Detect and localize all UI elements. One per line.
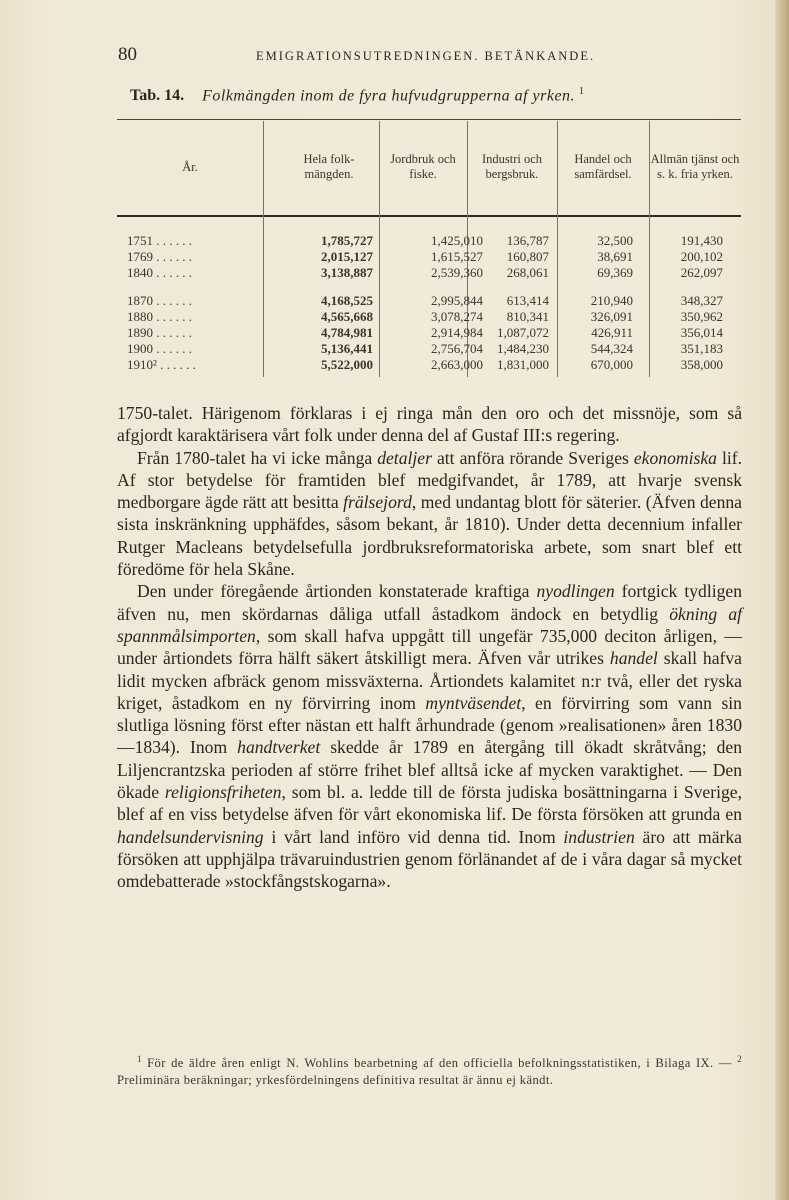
cell-year: 1910² . . . . . .: [127, 357, 196, 372]
cell-trade: 544,324: [590, 341, 633, 356]
cell-year: 1880 . . . . . .: [127, 309, 192, 324]
cell-total: 5,136,441: [321, 341, 373, 356]
cell-year: 1769 . . . . . .: [127, 249, 192, 264]
table-row: [117, 341, 741, 357]
footnotes: [117, 1051, 742, 1088]
cell-trade: 32,500: [597, 233, 633, 248]
footnote-paragraph: [117, 1051, 742, 1088]
cell-public-service: 350,962: [680, 309, 723, 324]
table-row: [117, 265, 741, 281]
population-table: [117, 119, 741, 377]
running-title: EMIGRATIONSUTREDNINGEN. BETÄNKANDE.: [256, 49, 596, 63]
emphasis: frälsejord: [343, 492, 412, 513]
cell-agriculture: 2,995,844: [431, 293, 483, 308]
emphasis: ökning af spannmålsimporten: [117, 603, 743, 646]
table-row: [117, 309, 741, 325]
cell-public-service: 191,430: [680, 233, 723, 248]
cell-trade: 426,911: [591, 325, 633, 340]
emphasis: handtverket: [237, 737, 321, 758]
emphasis: industrien: [563, 826, 635, 847]
cell-total: 4,168,525: [321, 293, 373, 308]
cell-public-service: 200,102: [680, 249, 723, 264]
text-run: , som bl. a. ledde till de första judiska bosättningarna i Sverige, blef af en viss betydelse äfven för vårt ekonomiska lif. De första försöken att grunda en: [117, 782, 742, 825]
cell-agriculture: 3,078,274: [431, 309, 483, 324]
text-run: äro att märka försöken att upphjälpa trävaruindustrien genom förlänandet af de i våra dagar så mycket omdebatterade »stockfångstskogarna».: [117, 826, 742, 892]
paragraph: [117, 447, 742, 581]
page-edge: [775, 0, 789, 1200]
table-caption: [130, 86, 730, 105]
cell-industry: 810,341: [506, 309, 549, 324]
footnote-text: Preliminära beräkningar; yrkesfördelningens definitiva resultat är ännu ej kändt.: [117, 1072, 554, 1087]
cell-public-service: 358,000: [680, 357, 723, 372]
cell-agriculture: 1,615,527: [431, 249, 483, 264]
cell-total: 3,138,887: [321, 265, 373, 280]
text-run: fortgick tydligen äfven nu, men skördarnas dåliga utfall åstadkom ändock en betydlig: [117, 581, 742, 624]
emphasis: ekonomiska: [633, 447, 717, 468]
paragraph: [117, 580, 742, 892]
text-run: Från 1780-talet ha vi icke många: [137, 447, 378, 468]
cell-industry: 160,807: [506, 249, 549, 264]
cell-industry: 268,061: [506, 265, 549, 280]
cell-agriculture: 2,914,984: [431, 325, 483, 340]
table-label: Tab. 14.: [130, 87, 185, 105]
text-run: skedde år 1789 en återgång till ökadt skråtvång; den Liljencrantzska perioden af större frihet blef alltså icke af mycken varaktighet. — Den ökade: [117, 737, 742, 803]
cell-industry: 613,414: [506, 293, 549, 308]
text-run: , en förvirring som vann sin slutliga lösning först efter nästan ett halft århundrade (genom »realisationen» åren 1830—1834). Inom: [117, 692, 742, 758]
cell-agriculture: 2,663,000: [431, 357, 483, 372]
table-title: Folkmängden inom de fyra hufvudgrupperna af yrken.: [202, 87, 576, 105]
emphasis: religionsfriheten: [164, 782, 282, 803]
emphasis: handelsundervisning: [117, 826, 264, 847]
text-run: , med undantag blott för säterier. (Äfven denna sista inskränkning upphäfdes, såsom bekant, år 1810). Under detta decennium infaller Rutger Macleans betydelsefulla jordbruksreformatoriska arbete, som snart blef ett föredöme för hela Skåne.: [117, 492, 742, 580]
cell-year: 1751 . . . . . .: [127, 233, 192, 248]
text-run: Den under föregående årtionden konstaterade kraftiga: [137, 581, 537, 602]
header-agriculture: Jordbruk och fiske.: [390, 152, 456, 181]
body-text: [117, 402, 742, 893]
emphasis: myntväsendet: [425, 692, 522, 713]
footnote-mark: 1: [137, 1054, 142, 1064]
cell-public-service: 348,327: [680, 293, 723, 308]
emphasis: handel: [609, 648, 658, 669]
paragraph: 1750-talet. Härigenom förklaras i ej ringa mån den oro och det missnöje, som så afgjordt karaktärisera vårt folk under denna del af Gustaf III:s regering.: [117, 403, 742, 446]
cell-trade: 69,369: [597, 265, 633, 280]
footnote-mark: 2: [737, 1054, 742, 1064]
cell-total: 4,784,981: [321, 325, 373, 340]
cell-year: 1900 . . . . . .: [127, 341, 192, 356]
cell-trade: 670,000: [590, 357, 633, 372]
cell-industry: 136,787: [506, 233, 549, 248]
page-header: [118, 44, 678, 68]
emphasis: nyodlingen: [536, 581, 615, 602]
text-run: att anföra rörande Sveriges: [431, 447, 634, 468]
cell-public-service: 351,183: [680, 341, 723, 356]
cell-total: 4,565,668: [321, 309, 373, 324]
table-row: [117, 293, 741, 309]
cell-agriculture: 2,756,704: [431, 341, 483, 356]
table-row: [117, 249, 741, 265]
cell-year: 1870 . . . . . .: [127, 293, 192, 308]
text-run: i vårt land införo vid denna tid. Inom: [263, 826, 564, 847]
page-number: 80: [118, 44, 137, 65]
cell-year: 1890 . . . . . .: [127, 325, 192, 340]
cell-industry: 1,831,000: [497, 357, 549, 372]
table-row: [117, 357, 741, 373]
cell-trade: 326,091: [590, 309, 633, 324]
cell-public-service: 356,014: [680, 325, 723, 340]
emphasis: detaljer: [377, 447, 432, 468]
header-public-service: Allmän tjänst och s. k. fria yrken.: [650, 152, 740, 181]
cell-public-service: 262,097: [680, 265, 723, 280]
cell-agriculture: 1,425,010: [431, 233, 483, 248]
cell-total: 2,015,127: [321, 249, 373, 264]
table-row: [117, 325, 741, 341]
cell-trade: 210,940: [590, 293, 633, 308]
cell-total: 5,522,000: [321, 357, 373, 372]
text-run: lif. Af stor betydelse för framtiden blef medgifvandet, år 1789, att hvarje svensk medborgare ägde rätt att besitta: [117, 447, 742, 513]
cell-year: 1840 . . . . . .: [127, 265, 192, 280]
text-run: , som skall hafva uppgått till ungefär 735,000 deciton årligen, — under årtiondets förra hälft säkert åtskilligt mera. Äfven vår utrikes: [117, 625, 742, 669]
table-header-rule: [117, 215, 741, 217]
cell-industry: 1,484,230: [497, 341, 549, 356]
cell-trade: 38,691: [597, 249, 633, 264]
footnote-text: För de äldre åren enligt N. Wohlins bearbetning af den officiella befolkningsstatistiken, i Bilaga IX. —: [141, 1056, 738, 1071]
cell-total: 1,785,727: [321, 233, 373, 248]
table-row: [117, 233, 741, 249]
header-total: Hela folk- mängden.: [303, 152, 355, 181]
text-run: skall hafva lidit mycken afbräck genom missväxterna. Årtiondets kalamitet n:r två, eller det ryska kriget, åstadkom en ny förvirring inom: [117, 648, 742, 713]
caption-footnote-mark: 1: [579, 86, 585, 97]
header-trade: Handel och samfärdsel.: [574, 152, 632, 181]
header-industry: Industri och bergsbruk.: [481, 152, 543, 181]
cell-industry: 1,087,072: [497, 325, 549, 340]
header-year: År.: [182, 159, 198, 174]
cell-agriculture: 2,539,360: [431, 265, 483, 280]
